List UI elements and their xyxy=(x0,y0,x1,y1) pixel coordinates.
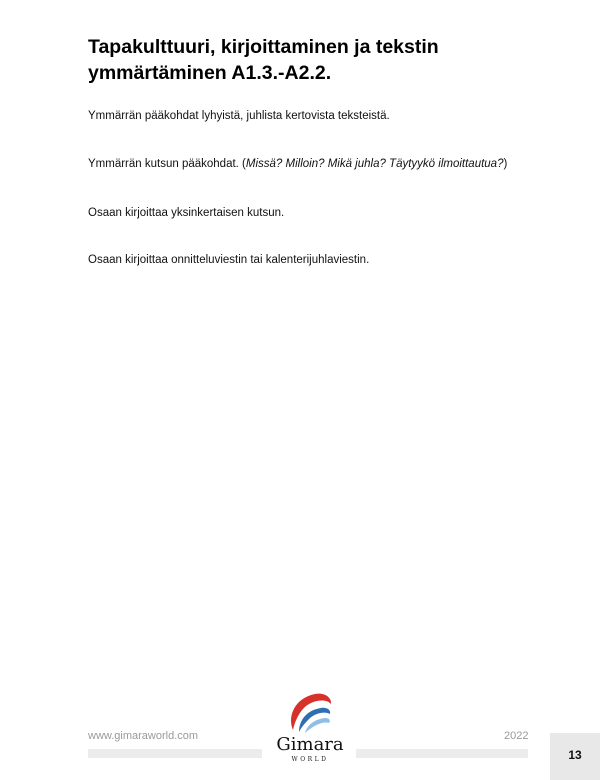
paragraph-2 xyxy=(88,156,507,172)
paragraph-2-text: Ymmärrän kutsun pääkohdat. ( xyxy=(88,158,246,170)
logo-subtitle: WORLD xyxy=(291,756,329,763)
paragraph-2-questions: Missä? Milloin? Mikä juhla? Täytyykö ilmoittautua? xyxy=(245,158,504,170)
footer-year: 2022 xyxy=(504,730,529,742)
footer-divider-left xyxy=(88,749,262,758)
paragraph-1: Ymmärrän pääkohdat lyhyistä, juhlista kertovista teksteistä. xyxy=(88,110,390,122)
footer-url: www.gimaraworld.com xyxy=(88,730,199,742)
gimara-logo xyxy=(272,690,348,778)
gimara-logo-mark-icon xyxy=(285,690,335,736)
page-title: Tapakulttuuri, kirjoittaminen ja tekstin ymmärtäminen A1.3.-A2.2. xyxy=(88,36,439,84)
page-number-box xyxy=(550,733,600,780)
paragraph-3: Osaan kirjoittaa yksinkertaisen kutsun. xyxy=(88,207,285,219)
paragraph-2-close: ) xyxy=(503,158,508,170)
paragraph-4: Osaan kirjoittaa onnitteluviestin tai kalenterijuhlaviestin. xyxy=(88,254,370,266)
footer-divider-right xyxy=(356,749,528,758)
logo-wordmark: Gimara xyxy=(276,734,344,755)
page-number: 13 xyxy=(568,748,582,762)
